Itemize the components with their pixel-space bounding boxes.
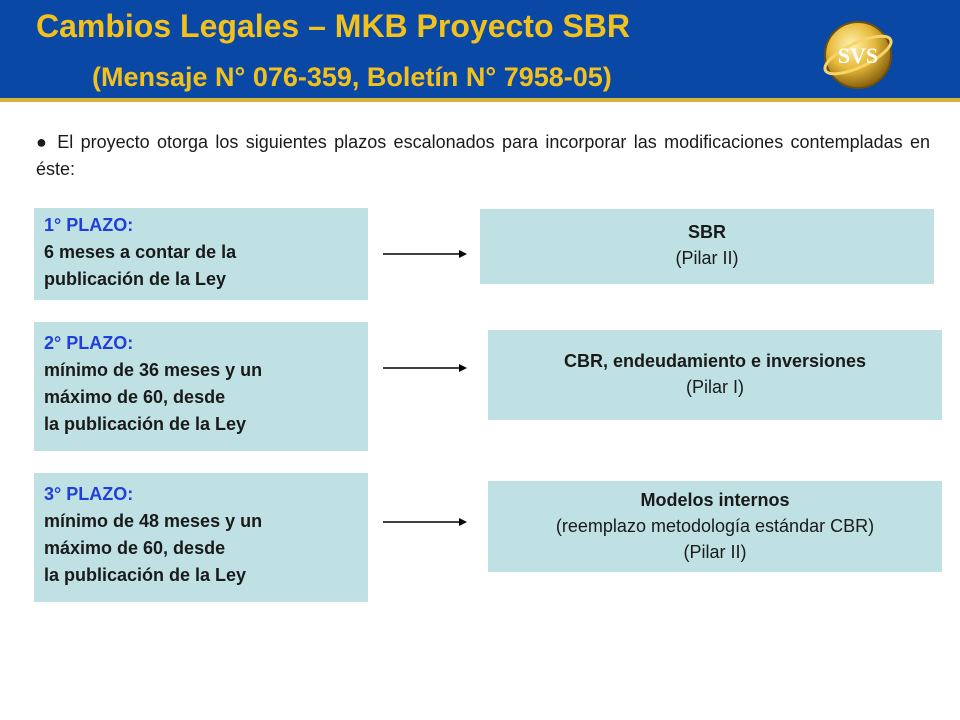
plazo-box-2 <box>34 322 368 451</box>
plazo-line: la publicación de la Ley <box>44 565 247 585</box>
plazo-line: publicación de la Ley <box>44 269 227 289</box>
logo-text: SVS <box>837 43 879 68</box>
plazo-line: máximo de 60, desde <box>44 387 226 407</box>
target-title: SBR <box>687 222 726 242</box>
target-line: (reemplazo metodología estándar CBR) <box>555 516 875 536</box>
bullet-icon: ● <box>36 132 50 152</box>
plazo-title: 3° PLAZO: <box>44 484 134 504</box>
plazo-box-1 <box>34 208 368 300</box>
plazo-line: mínimo de 48 meses y un <box>44 511 263 531</box>
plazo-box-3 <box>34 473 368 602</box>
target-box-3 <box>488 481 942 572</box>
target-title: Modelos internos <box>640 490 790 510</box>
header-banner <box>0 0 960 102</box>
target-line: (Pilar II) <box>683 542 747 562</box>
plazo-line: 6 meses a contar de la <box>44 242 237 262</box>
target-box-1 <box>480 209 934 284</box>
arrow-icon <box>383 361 467 375</box>
svs-logo <box>821 18 895 92</box>
plazo-title: 2° PLAZO: <box>44 333 134 353</box>
plazo-line: máximo de 60, desde <box>44 538 226 558</box>
target-box-2 <box>488 330 942 420</box>
page-title: Cambios Legales – MKB Proyecto SBR <box>36 8 630 44</box>
target-line: (Pilar I) <box>686 377 744 397</box>
target-line: (Pilar II) <box>675 248 739 268</box>
plazo-title: 1° PLAZO: <box>44 215 134 235</box>
page-subtitle: (Mensaje N° 076-359, Boletín N° 7958-05) <box>92 62 612 92</box>
target-title: CBR, endeudamiento e inversiones <box>563 351 867 371</box>
intro-paragraph <box>36 129 930 183</box>
arrow-icon <box>383 515 467 529</box>
plazo-line: la publicación de la Ley <box>44 414 247 434</box>
intro-text: El proyecto otorga los siguientes plazos escalonados para incorporar las modificaciones contempladas en éste: <box>36 132 930 179</box>
arrow-icon <box>383 247 467 261</box>
plazo-line: mínimo de 36 meses y un <box>44 360 263 380</box>
